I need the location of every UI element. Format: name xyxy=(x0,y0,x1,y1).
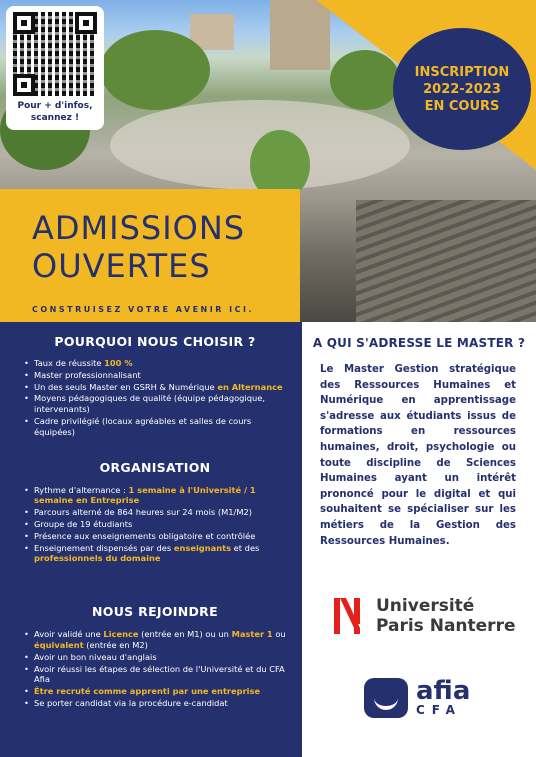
join-list xyxy=(24,629,286,709)
target-text: Le Master Gestion stratégique des Ressources Humaines et Numérique en apprentissage s'adresse aux étudiants issus de formations en ressources humaines, droit, psychologie ou toute discipline de Sciences Humaines ayant un intérêt prononcé pour le digital et qui souhaitent se spécialiser sur les métiers de la Gestion des Ressources Humaines. xyxy=(320,364,516,547)
university-logo-icon xyxy=(330,596,368,636)
afia-smile-icon xyxy=(364,678,408,718)
list-item: • Moyens pédagogiques de qualité (équipe pédagogique, intervenants) xyxy=(24,393,286,415)
university-name-line1: Université xyxy=(376,596,475,616)
why-list xyxy=(24,358,286,438)
list-item: • Groupe de 19 étudiants xyxy=(24,519,286,530)
admissions-panel xyxy=(0,189,300,322)
list-item: • Avoir réussi les étapes de sélection de l'Université et du CFA Afia xyxy=(24,664,286,686)
list-item: • Taux de réussite 100 % xyxy=(24,358,286,369)
university-logo xyxy=(330,596,515,636)
list-item: • Master professionnalisant xyxy=(24,370,286,381)
afia-name: afia xyxy=(416,676,471,706)
why-title: POURQUOI NOUS CHOISIR ? xyxy=(54,334,256,349)
hero-subtitle: CONSTRUISEZ VOTRE AVENIR ICI. xyxy=(32,305,255,314)
organisation-list xyxy=(24,485,286,565)
list-item: • Parcours alterné de 864 heures sur 24 mois (M1/M2) xyxy=(24,507,286,518)
badge-line2: 2022-2023 xyxy=(423,81,501,97)
list-item: • Un des seuls Master en GSRH & Numérique en Alternance xyxy=(24,382,286,393)
organisation-title: ORGANISATION xyxy=(99,459,211,475)
target-title: A QUI S'ADRESSE LE MASTER ? xyxy=(312,336,526,350)
left-column xyxy=(0,322,302,757)
qr-caption: Pour + d'infos, scannez ! xyxy=(17,101,93,123)
join-title: NOUS REJOINDRE xyxy=(92,604,218,620)
list-item: • Avoir validé une Licence (entrée en M1) ou un Master 1 ou équivalent (entrée en M2) xyxy=(24,629,286,651)
list-item: • Cadre privilégié (locaux agréables et salles de cours équipées) xyxy=(24,416,286,438)
list-item: • Avoir un bon niveau d'anglais xyxy=(24,652,286,663)
list-item: • Rythme d'alternance : 1 semaine à l'Université / 1 semaine en Entreprise xyxy=(24,485,286,507)
afia-cfa: CFA xyxy=(416,703,462,717)
list-item: • Présence aux enseignements obligatoire et contrôlée xyxy=(24,531,286,542)
list-item: • Enseignement dispensés par des enseignants et des professionnels du domaine xyxy=(24,543,286,565)
list-item: • Se porter candidat via la procédure e-candidat xyxy=(24,698,286,709)
badge-line1: INSCRIPTION xyxy=(414,64,510,80)
university-name-line2: Paris Nanterre xyxy=(376,616,516,636)
list-item: • Être recruté comme apprenti par une entreprise xyxy=(24,686,286,697)
qr-block[interactable] xyxy=(6,6,104,130)
qr-code-icon[interactable] xyxy=(13,12,97,96)
inscription-badge xyxy=(393,28,531,150)
hero-title: ADMISSIONS OUVERTES xyxy=(32,209,246,285)
badge-line3: EN COURS xyxy=(424,98,500,114)
afia-logo xyxy=(364,678,470,718)
